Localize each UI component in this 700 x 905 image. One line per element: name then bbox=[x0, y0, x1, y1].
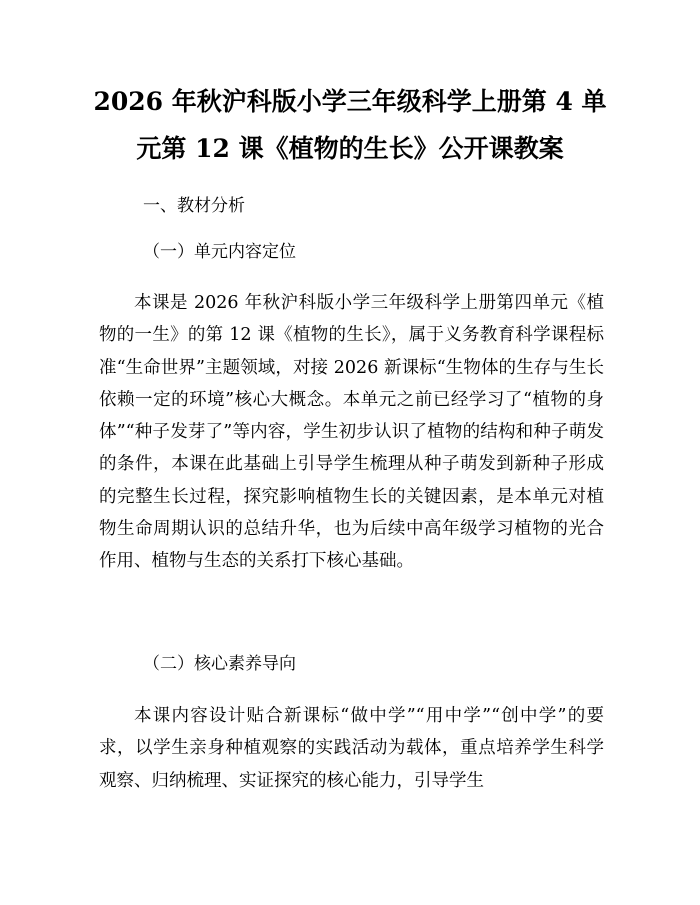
document-title-line-1: 2026 年秋沪科版小学三年级科学上册第 4 单 bbox=[93, 87, 607, 116]
document-title-line-2: 元第 12 课《植物的生长》公开课教案 bbox=[136, 134, 564, 163]
paragraph-unit-positioning: 本课是 2026 年秋沪科版小学三年级科学上册第四单元《植物的一生》的第 12 课《植物的生长》，属于义务教育科学课程标准“生命世界”主题领域，对接 2026 新课标“生物体的生存与生长依赖一定的环境”核心大概念。本单元之前已经学习了“植物的身体”“种子发芽了”等内容，学生初步认识了植物的结构和种子萌发的条件，本课在此基础上引导学生梳理从种子萌发到新种子形成的完整生长过程，探究影响植物生长的关键因素，是本单元对植物生命周期认识的总结升华，也为后续中高年级学习植物的光合作用、植物与生态的关系打下核心基础。 bbox=[99, 293, 604, 572]
subsection-heading-core-literacy: （二）核心素养导向 bbox=[143, 654, 296, 674]
subsection-heading-unit-positioning: （一）单元内容定位 bbox=[143, 242, 296, 262]
paragraph-core-literacy: 本课内容设计贴合新课标“做中学”“用中学”“创中学”的要求，以学生亲身种植观察的实践活动为载体，重点培养学生科学观察、归纳梳理、实证探究的核心能力，引导学生 bbox=[99, 706, 604, 791]
section-heading-textbook-analysis: 一、教材分析 bbox=[143, 196, 245, 216]
